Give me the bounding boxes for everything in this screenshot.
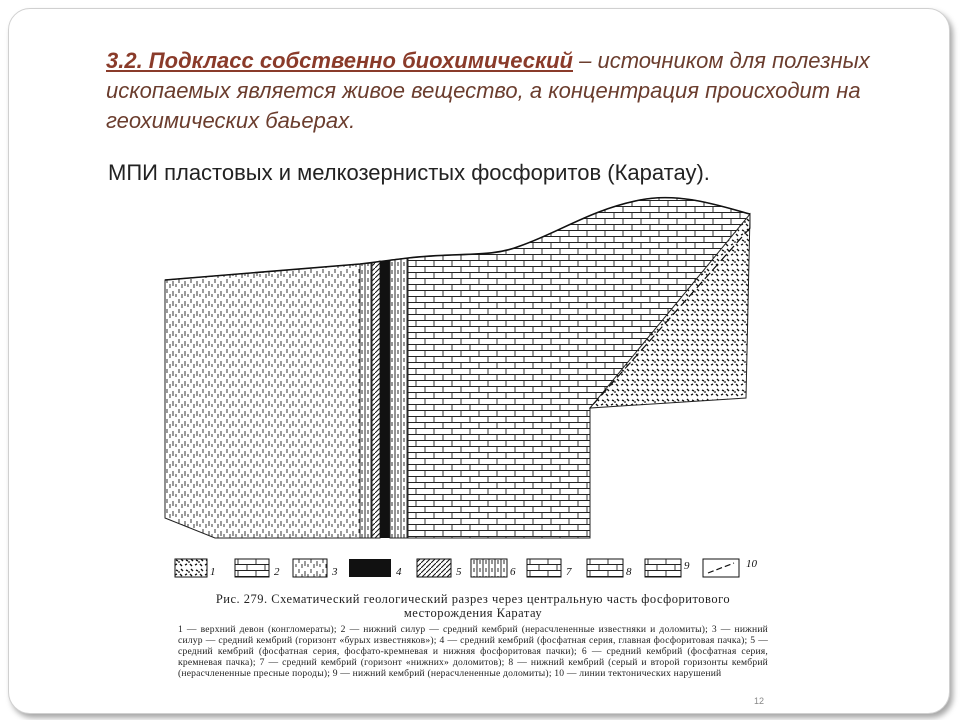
legend-swatch-10	[702, 558, 750, 586]
figure-legend	[170, 552, 770, 588]
unit-main-phosphorite	[380, 260, 390, 538]
unit-band-dotted	[360, 263, 372, 538]
legend-swatch-3	[292, 558, 336, 586]
legend-label-2: 2	[274, 566, 280, 578]
legend-swatch-6	[470, 558, 514, 586]
unit-band-hatch	[372, 261, 380, 538]
legend-label-8: 8	[626, 566, 632, 578]
unit-band-vbar	[390, 258, 408, 538]
legend-swatch-9	[644, 558, 688, 586]
legend-label-5: 5	[456, 566, 462, 578]
unit-left-dashed	[165, 264, 360, 538]
legend-swatch-7	[526, 558, 570, 586]
page-number: 12	[753, 696, 764, 706]
legend-swatch-4	[348, 558, 396, 586]
figure-caption	[178, 592, 768, 679]
legend-swatch-8	[586, 558, 630, 586]
legend-label-7: 7	[566, 566, 572, 578]
slide-subtitle: МПИ пластовых и мелкозернистых фосфоритов (Каратау).	[108, 160, 710, 185]
legend-swatch-2	[234, 558, 278, 586]
legend-swatch-5	[416, 558, 460, 586]
legend-label-3: 3	[332, 566, 338, 578]
legend-label-9: 9	[684, 560, 690, 572]
caption-title: Рис. 279. Схематический геологический разрез через центральную часть фосфоритового месторождения Каратау	[215, 592, 731, 620]
legend-label-6: 6	[510, 566, 516, 578]
title-rest: – источником для полезных ископаемых является живое вещество, а концентрация происходит на геохимических баьерах.	[106, 48, 870, 133]
legend-label-4: 4	[396, 566, 402, 578]
caption-body: 1 — верхний девон (конгломераты); 2 — нижний силур — средний кембрий (нерасчлененные известняки и доломиты); 3 — нижний силур — средний кембрий (горизонт «бурых известняков»); 4 — средний кембрий (фосфатная серия, главная фосфоритовая пачка); 5 — средний кембрий (фосфатная серия, фосфато-кремневая и нижняя фосфоритовая пачки); 6 — средний кембрий (фосфатная серия, кремневая пачка); 7 — средний кембрий (горизонт «нижних» доломитов); 8 — нижний кембрий (серый и второй горизонты кембрий (нерасчлененные пресные породы); 9 — нижний кембрий (нерасчлененные доломиты); 10 — линии тектонических нарушений	[178, 624, 768, 679]
legend-label-1: 1	[210, 566, 216, 578]
legend-label-10: 10	[746, 558, 757, 570]
slide-title	[106, 46, 886, 136]
title-lead: 3.2. Подкласс собственно биохимический	[106, 48, 573, 73]
